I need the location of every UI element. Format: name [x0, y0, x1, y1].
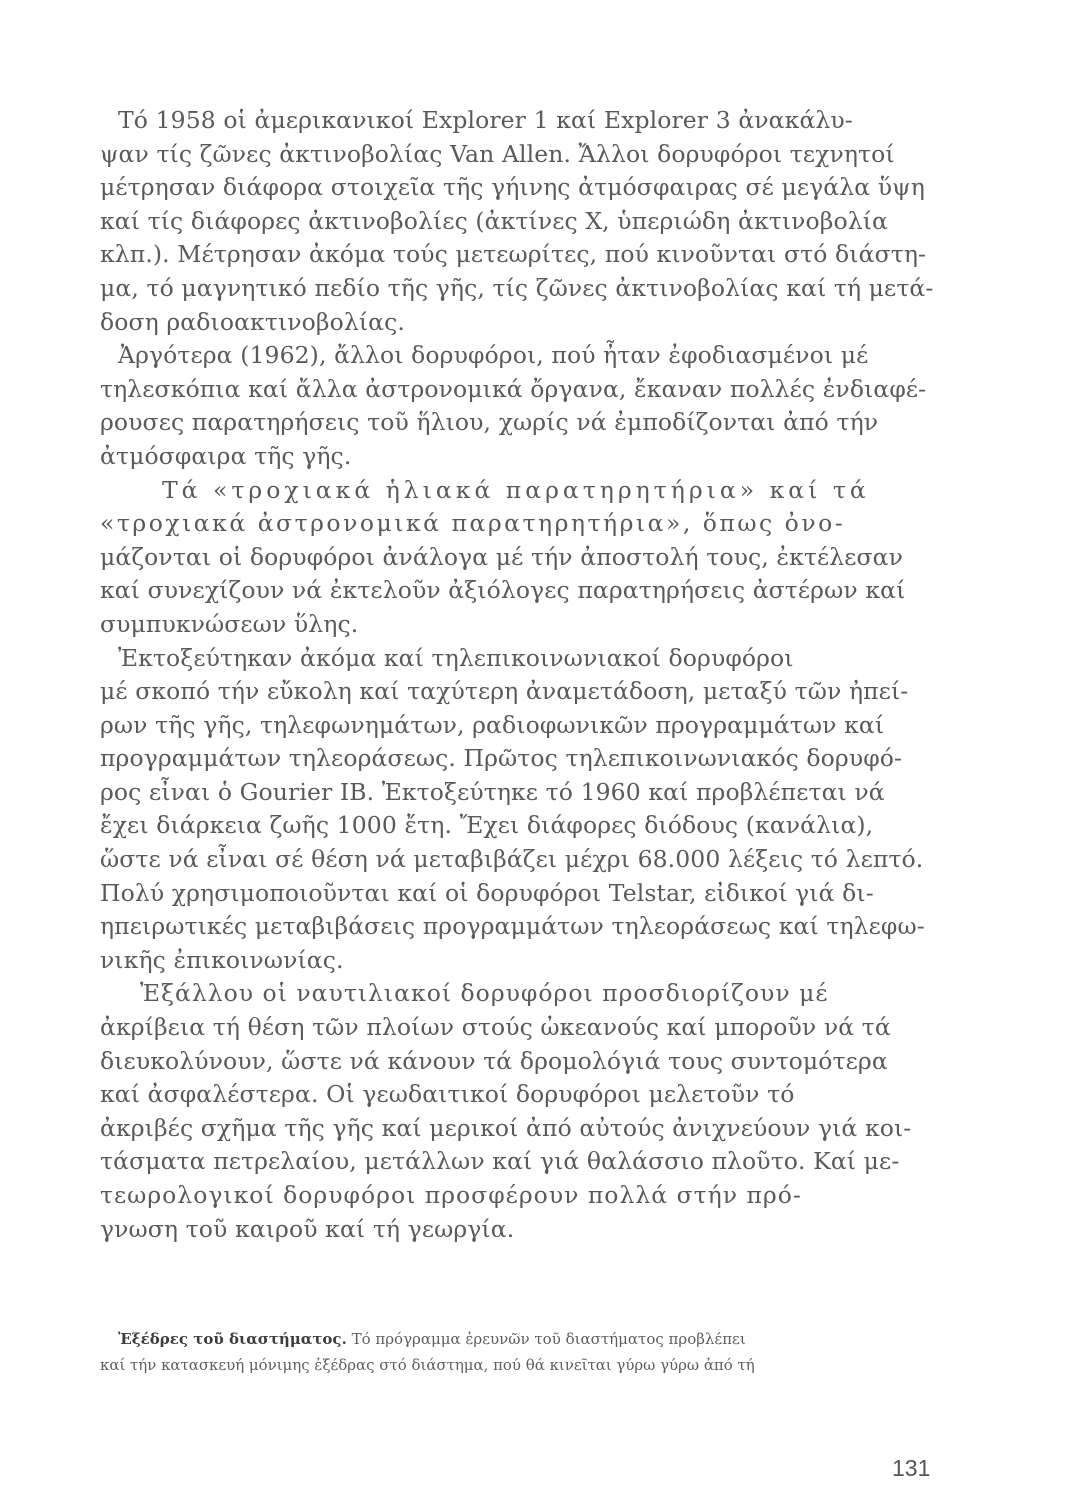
body-text	[100, 104, 955, 1246]
text-line: καί τίς διάφορες ἀκτινοβολίες (ἀκτίνες Χ, ὑπεριώδη ἀκτινοβολία	[100, 206, 889, 235]
text-line: ἔχει διάρκεια ζωῆς 1000 ἔτη. Ἔχει διάφορες διόδους (κανάλια),	[100, 811, 874, 840]
text-line: ἀτμόσφαιρα τῆς γῆς.	[100, 441, 352, 470]
text-line: καί συνεχίζουν νά ἐκτελοῦν ἀξιόλογες παρατηρήσεις ἀστέρων καί	[100, 576, 906, 605]
text-line: προγραμμάτων τηλεοράσεως. Πρῶτος τηλεπικοινωνιακός δορυφό-	[100, 744, 903, 773]
text-line: τηλεσκόπια καί ἄλλα ἀστρονομικά ὄργανα, ἔκαναν πολλές ἐνδιαφέ-	[100, 374, 927, 403]
text-line: Ἀργότερα (1962), ἄλλοι δορυφόροι, πού ἦταν ἐφοδιασμένοι μέ	[118, 341, 869, 370]
text-line: ὥστε νά εἶναι σέ θέση νά μεταβιβάζει μέχρι 68.000 λέξεις τό λεπτό.	[100, 845, 924, 874]
text-line: μάζονται οἱ δορυφόροι ἀνάλογα μέ τήν ἀποστολή τους, ἐκτέλεσαν	[100, 542, 904, 571]
text-line: ρων τῆς γῆς, τηλεφωνημάτων, ραδιοφωνικῶν προγραμμάτων καί	[100, 710, 885, 739]
text-line: μέτρησαν διάφορα στοιχεῖα τῆς γήινης ἀτμόσφαιρας σέ μεγάλα ὕψη	[100, 173, 925, 202]
text-line: Ἐκτοξεύτηκαν ἀκόμα καί τηλεπικοινωνιακοί δορυφόροι	[118, 643, 794, 672]
text-line: ἀκριβές σχῆμα τῆς γῆς καί μερικοί ἀπό αὐτούς ἀνιχνεύουν γιά κοι-	[100, 1113, 912, 1142]
text-line: ρουσες παρατηρήσεις τοῦ ἥλιου, χωρίς νά ἐμποδίζονται ἀπό τήν	[100, 408, 879, 437]
text-line: καί ἀσφαλέστερα. Οἱ γεωδαιτικοί δορυφόροι μελετοῦν τό	[100, 1080, 795, 1109]
text-line: Τό 1958 οἱ ἀμερικανικοί Explorer 1 καί Explorer 3 ἀνακάλυ-	[118, 106, 853, 134]
footnote	[100, 1326, 953, 1378]
footnote-line	[118, 1326, 953, 1352]
text-line: Ἐξάλλου οἱ ναυτιλιακοί δορυφόροι προσδιορίζουν μέ	[140, 979, 829, 1008]
text-line: Πολύ χρησιμοποιοῦνται καί οἱ δορυφόροι Telstar, εἰδικοί γιά δι-	[100, 878, 874, 907]
text-line: ηπειρωτικές μεταβιβάσεις προγραμμάτων τηλεοράσεως καί τηλεφω-	[100, 912, 925, 941]
text-line: νικῆς ἐπικοινωνίας.	[100, 945, 344, 974]
text-line: «τροχιακά ἀστρονομικά παρατηρητήρια», ὅπως ὀνο-	[100, 509, 846, 538]
text-line: ψαν τίς ζῶνες ἀκτινοβολίας Van Allen. Ἄλλοι δορυφόροι τεχνητοί	[100, 139, 895, 168]
text-line: ἀκρίβεια τή θέση τῶν πλοίων στούς ὠκεανούς καί μποροῦν νά τά	[100, 1013, 891, 1042]
text-line: μέ σκοπό τήν εὔκολη καί ταχύτερη ἀναμετάδοση, μεταξύ τῶν ἠπεί-	[100, 677, 909, 706]
text-line: γνωση τοῦ καιροῦ καί τή γεωργία.	[100, 1214, 515, 1243]
text-line: ρος εἶναι ὁ Gourier IB. Ἐκτοξεύτηκε τό 1960 καί προβλέπεται νά	[100, 777, 885, 806]
text-line: τάσματα πετρελαίου, μετάλλων καί γιά θαλάσσιο πλοῦτο. Καί με-	[100, 1147, 900, 1176]
text-line: τεωρολογικοί δορυφόροι προσφέρουν πολλά στήν πρό-	[100, 1181, 802, 1209]
text-line: κλπ.). Μέτρησαν ἀκόμα τούς μετεωρίτες, πού κινοῦνται στό διάστη-	[100, 240, 927, 269]
footnote-text: Τό πρόγραμμα ἐρευνῶν τοῦ διαστήματος προβλέπει	[346, 1330, 746, 1348]
text-line: δοση ραδιοακτινοβολίας.	[100, 307, 405, 336]
text-line: διευκολύνουν, ὥστε νά κάνουν τά δρομολόγιά τους συντομότερα	[100, 1046, 888, 1075]
text-line: Τά «τροχιακά ἡλιακά παρατηρητήρια» καί τά	[162, 475, 870, 504]
footnote-line: καί τήν κατασκευή μόνιμης ἐξέδρας στό διάστημα, πού θά κινεῖται γύρω γύρω ἀπό τή	[100, 1356, 755, 1374]
text-line: μα, τό μαγνητικό πεδίο τῆς γῆς, τίς ζῶνες ἀκτινοβολίας καί τή μετά-	[100, 273, 934, 302]
text-line: συμπυκνώσεων ὕλης.	[100, 609, 359, 638]
footnote-heading: Ἐξέδρες τοῦ διαστήματος.	[118, 1330, 347, 1348]
page-number: 131	[892, 1455, 931, 1481]
